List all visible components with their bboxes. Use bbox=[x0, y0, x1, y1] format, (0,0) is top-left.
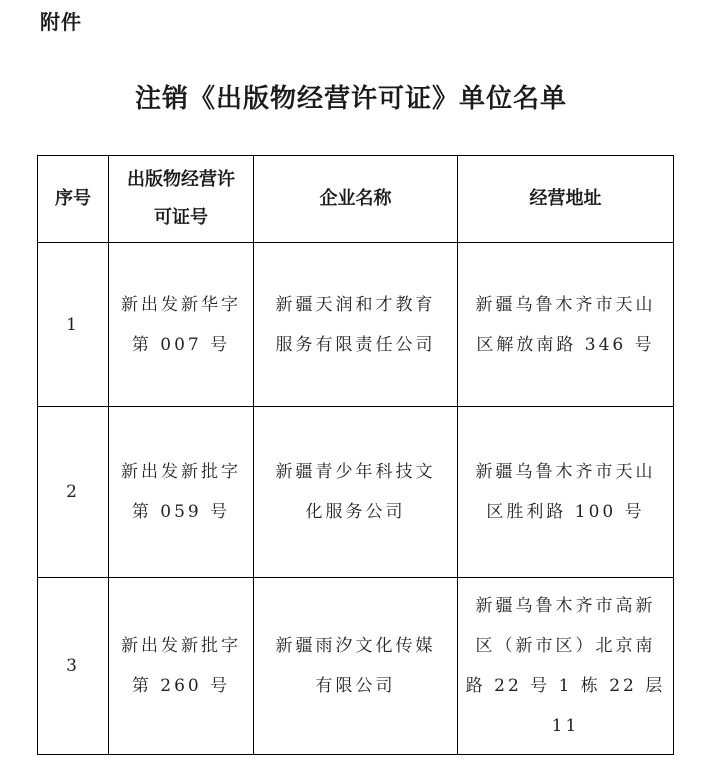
table-row bbox=[38, 578, 674, 755]
license-line: 新出发新批字 bbox=[121, 636, 241, 656]
license-line: 新出发新批字 bbox=[121, 462, 241, 482]
license-roster-table bbox=[37, 155, 674, 755]
address-cell bbox=[458, 243, 674, 407]
header-index: 序号 bbox=[38, 156, 109, 243]
page-title: 注销《出版物经营许可证》单位名单 bbox=[134, 84, 567, 114]
row-index: 1 bbox=[38, 243, 109, 407]
header-license-line-1: 出版物经营许 bbox=[127, 169, 235, 190]
license-line: 第 059 号 bbox=[131, 502, 231, 522]
table-row bbox=[38, 243, 674, 407]
company-line: 新疆青少年科技文 bbox=[275, 462, 436, 482]
license-number-cell bbox=[109, 578, 254, 755]
address-cell bbox=[458, 407, 674, 578]
header-license-number bbox=[109, 156, 254, 243]
license-line: 第 007 号 bbox=[131, 334, 231, 355]
company-name-cell bbox=[254, 578, 458, 755]
address-line: 新疆乌鲁木齐市天山 bbox=[475, 294, 656, 315]
company-line: 化服务公司 bbox=[305, 502, 406, 522]
address-line: 新疆乌鲁木齐市天山 bbox=[475, 462, 656, 482]
company-line: 新疆天润和才教育 bbox=[275, 294, 436, 315]
company-name-cell bbox=[254, 407, 458, 578]
company-line: 有限公司 bbox=[315, 676, 396, 696]
header-address: 经营地址 bbox=[458, 156, 674, 243]
row-index: 3 bbox=[38, 578, 109, 755]
license-number-cell bbox=[109, 243, 254, 407]
header-company-name: 企业名称 bbox=[254, 156, 458, 243]
address-line: 新疆乌鲁木齐市高新 bbox=[475, 596, 656, 616]
address-line: 区胜利路 100 号 bbox=[486, 502, 645, 522]
header-license-line-2: 可证号 bbox=[154, 207, 208, 228]
address-line: 区解放南路 346 号 bbox=[476, 334, 655, 355]
attachment-label: 附件 bbox=[40, 10, 82, 34]
license-line: 第 260 号 bbox=[131, 676, 231, 696]
license-number-cell bbox=[109, 407, 254, 578]
table-row bbox=[38, 407, 674, 578]
company-name-cell bbox=[254, 243, 458, 407]
company-line: 新疆雨汐文化传媒 bbox=[275, 636, 436, 656]
license-line: 新出发新华字 bbox=[121, 294, 241, 315]
address-line: 路 22 号 1 栋 22 层 11 bbox=[465, 676, 666, 736]
table-header-row bbox=[38, 156, 674, 243]
row-index: 2 bbox=[38, 407, 109, 578]
address-line: 区（新市区）北京南 bbox=[475, 636, 656, 656]
address-cell bbox=[458, 578, 674, 755]
company-line: 服务有限责任公司 bbox=[275, 334, 436, 355]
